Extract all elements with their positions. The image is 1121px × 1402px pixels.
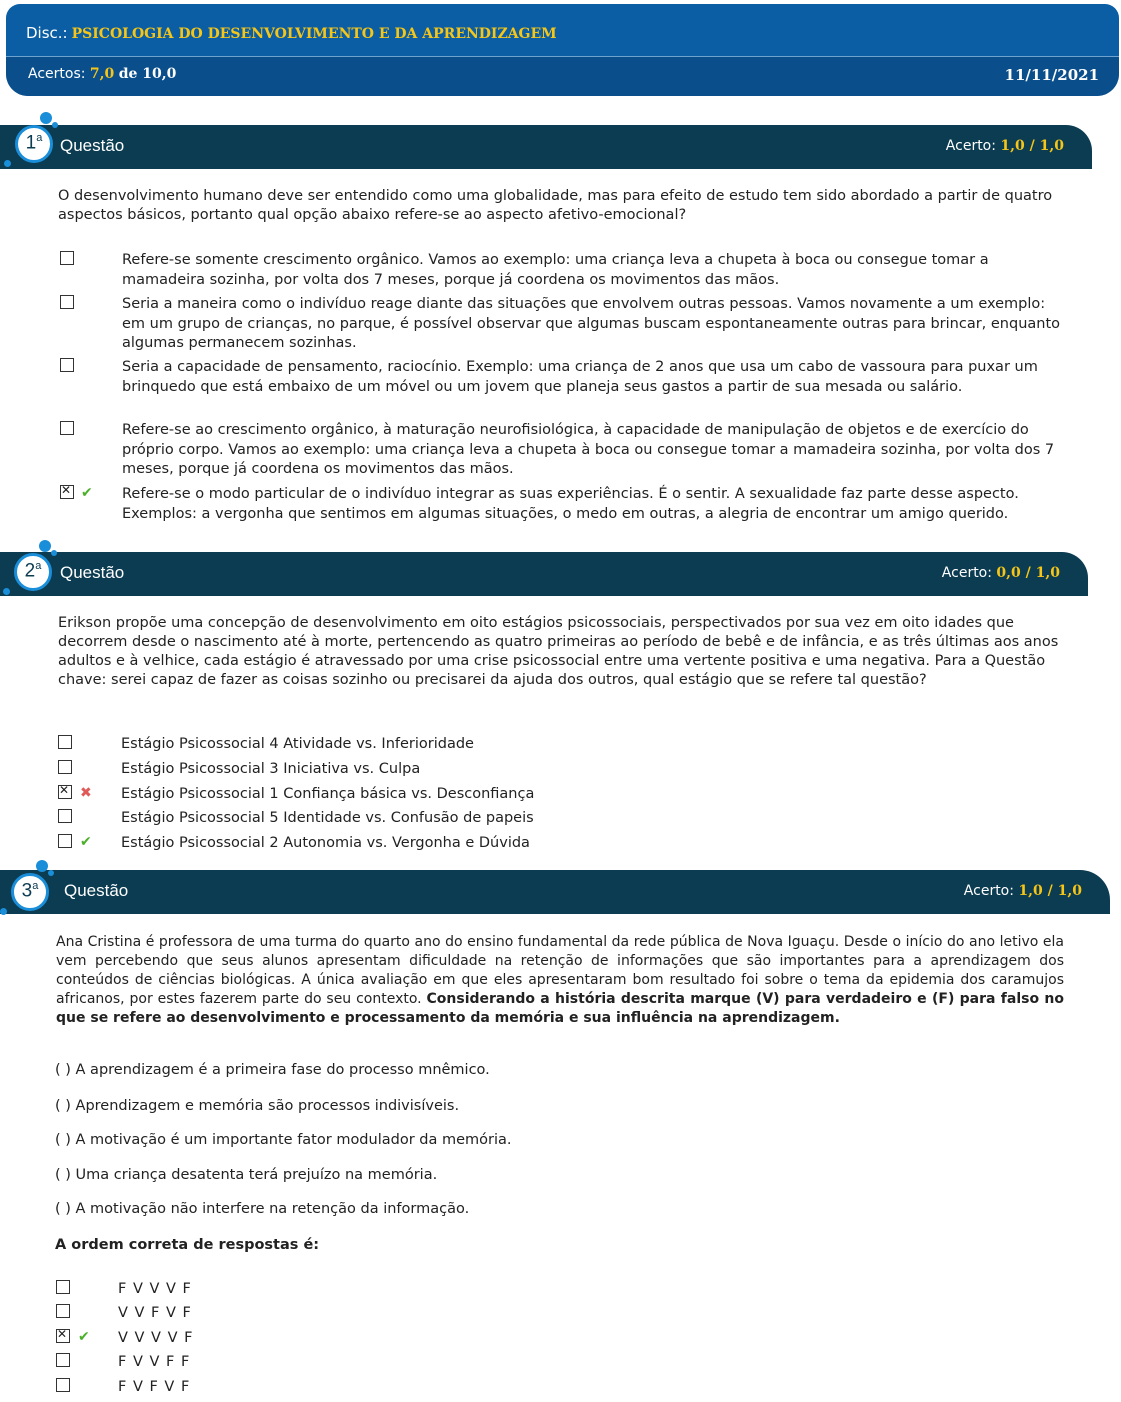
question-1-score <box>946 138 1064 154</box>
question-1-number: 1 <box>25 132 37 154</box>
discipline-name: PSICOLOGIA DO DESENVOLVIMENTO E DA APRENDIZAGEM <box>71 26 557 42</box>
question-2-title: Questão <box>60 563 125 582</box>
score-value: 1,0 / 1,0 <box>1000 138 1064 154</box>
question-2-header <box>0 552 1088 596</box>
q3-option-5-text: F V F V F <box>118 1379 191 1395</box>
score-label: Acerto: <box>941 565 992 581</box>
q3-option-3-text: V V V V F <box>118 1330 194 1346</box>
q3-option-1-checkbox[interactable] <box>56 1280 70 1294</box>
statement-1: ( ) A aprendizagem é a primeira fase do processo mnêmico. <box>55 1062 490 1078</box>
question-1-number-badge <box>10 120 58 168</box>
question-1-text: O desenvolvimento humano deve ser entendido como uma globalidade, mas para efeito de estudo tem sido abordado a partir de quatro aspectos básicos, portanto qual opção abaixo refere-se ao aspecto afetivo-emocional? <box>58 188 1053 223</box>
order-label: A ordem correta de respostas é: <box>55 1237 320 1253</box>
question-3-header <box>0 870 1110 914</box>
cross-icon: ✖ <box>80 785 92 801</box>
discipline-row <box>6 4 1119 57</box>
q1-option-5-text: Refere-se o modo particular de o indivíduo integrar as suas experiências. É o sentir. A sexualidade faz parte desse aspecto. Exemplos: a vergonha que sentimos em algumas situações, o medo em outras, a alegria de encontrar um amigo querido. <box>122 486 1019 522</box>
q1-option-1-text: Refere-se somente crescimento orgânico. Vamos ao exemplo: uma criança leva a chupeta à boca ou consegue tomar a mamadeira sozinha, por volta dos 7 meses, porque já coordena os movimentos das mãos. <box>122 252 989 288</box>
ordinal-sup: a <box>32 880 39 892</box>
q1-option-4-text: Refere-se ao crescimento orgânico, à maturação neurofisiológica, à capacidade de manipulação de objetos e de exercício do próprio corpo. Vamos ao exemplo: uma criança leva a chupeta à boca ou consegue tomar a mamadeira sozinha, por volta dos 7 meses, porque já coordena os movimentos das mãos. <box>122 422 1055 477</box>
score-row <box>6 57 1119 96</box>
q2-option-2-text: Estágio Psicossocial 3 Iniciativa vs. Culpa <box>121 761 421 777</box>
q1-option-2-checkbox[interactable] <box>60 295 74 309</box>
q2-option-4-checkbox[interactable] <box>58 809 72 823</box>
question-3-number: 3 <box>21 880 33 902</box>
q3-option-4-checkbox[interactable] <box>56 1353 70 1367</box>
question-3-score <box>964 883 1082 899</box>
q2-option-5-text: Estágio Psicossocial 2 Autonomia vs. Vergonha e Dúvida <box>121 835 530 851</box>
discipline-label <box>26 24 557 42</box>
acertos-total: de 10,0 <box>118 66 177 82</box>
q2-option-2-checkbox[interactable] <box>58 760 72 774</box>
question-3-text-bold: Considerando a história descrita marque (V) para verdadeiro e (F) para falso no que se refere ao desenvolvimento e processamento da memória e sua influência na aprendizagem. <box>56 991 1064 1026</box>
q1-option-4-checkbox[interactable] <box>60 421 74 435</box>
q3-option-2-text: V V F V F <box>118 1305 192 1321</box>
score-label: Acerto: <box>945 138 996 154</box>
ordinal-sup: a <box>36 132 43 144</box>
q2-option-4-text: Estágio Psicossocial 5 Identidade vs. Confusão de papeis <box>121 810 534 826</box>
statement-5: ( ) A motivação não interfere na retenção da informação. <box>55 1201 470 1217</box>
q3-option-5-checkbox[interactable] <box>56 1378 70 1392</box>
question-2-number-badge <box>9 548 57 596</box>
question-3-number-badge <box>6 868 54 916</box>
statement-3: ( ) A motivação é um importante fator modulador da memória. <box>55 1132 512 1148</box>
question-3-text-plain: Ana Cristina é professora de uma turma do quarto ano do ensino fundamental da rede pública de Nova Iguaçu. Desde o início do ano letivo ela vem percebendo que seus alunos apresentam dificuldade na retenção de informações que são importantes para a aprendizagem dos conteúdos de ciências biológicas. A única avaliação em que eles apresentaram bom resultado foi sobre o tema da epidemia dos caramujos africanos, por estes fazerem parte do seu contexto. <box>56 934 1064 1007</box>
question-2-number: 2 <box>24 560 36 582</box>
acertos-value: 7,0 <box>89 66 115 82</box>
score-label: Acerto: <box>963 883 1014 899</box>
disc-label-text: Disc.: <box>26 24 68 42</box>
q1-option-2-text: Seria a maneira como o indivíduo reage diante das situações que envolvem outras pessoas. Vamos novamente a um exemplo: em um grupo de crianças, no parque, é possível observar que algumas buscam espontaneamente outras para brincar, enquanto algumas permanecem sozinhas. <box>122 296 1061 351</box>
q3-option-4-text: F V V F F <box>118 1354 191 1370</box>
exam-date: 11/11/2021 <box>1004 66 1099 84</box>
ordinal-sup: a <box>35 560 42 572</box>
check-icon: ✔ <box>80 834 92 850</box>
q3-option-1-text: F V V V F <box>118 1281 192 1297</box>
total-score <box>28 66 176 82</box>
q3-option-2-checkbox[interactable] <box>56 1304 70 1318</box>
exam-header <box>6 4 1119 96</box>
question-3-text <box>56 933 1064 1028</box>
check-icon: ✔ <box>81 485 93 501</box>
q2-option-1-text: Estágio Psicossocial 4 Atividade vs. Inferioridade <box>121 736 474 752</box>
question-1-title: Questão <box>60 136 125 155</box>
question-1-header <box>0 125 1092 169</box>
question-2-score <box>942 565 1060 581</box>
q1-option-3-text: Seria a capacidade de pensamento, raciocínio. Exemplo: uma criança de 2 anos que usa um cabo de vassoura para puxar um brinquedo que está embaixo de um móvel ou um jovem que planeja seus gastos a partir de sua mesada ou salário. <box>122 359 1038 395</box>
acertos-label: Acertos: <box>28 66 86 82</box>
q2-option-1-checkbox[interactable] <box>58 735 72 749</box>
check-icon: ✔ <box>78 1329 90 1345</box>
q1-option-3-checkbox[interactable] <box>60 358 74 372</box>
statement-2: ( ) Aprendizagem e memória são processos indivisíveis. <box>55 1098 460 1114</box>
score-value: 0,0 / 1,0 <box>996 565 1060 581</box>
q2-option-3-checkbox[interactable] <box>58 785 72 799</box>
score-value: 1,0 / 1,0 <box>1018 883 1082 899</box>
question-2-text: Erikson propõe uma concepção de desenvolvimento em oito estágios psicossociais, perspectivados por sua vez em oito idades que decorrem desde o nascimento até à morte, pertencendo as quatro primeiras ao período de bebê e de infância, e as três últimas aos anos adultos e à velhice, cada estágio é atravessado por uma crise psicossocial entre uma vertente positiva e uma negativa. Para a Questão chave: serei capaz de fazer as coisas sozinho ou precisarei da ajuda dos outros, qual estágio que se refere tal questão? <box>58 615 1059 688</box>
q3-option-3-checkbox[interactable] <box>56 1329 70 1343</box>
q2-option-5-checkbox[interactable] <box>58 834 72 848</box>
statement-4: ( ) Uma criança desatenta terá prejuízo na memória. <box>55 1167 438 1183</box>
q1-option-5-checkbox[interactable] <box>60 485 74 499</box>
question-3-title: Questão <box>64 881 129 900</box>
q1-option-1-checkbox[interactable] <box>60 251 74 265</box>
q2-option-3-text: Estágio Psicossocial 1 Confiança básica vs. Desconfiança <box>121 786 535 802</box>
